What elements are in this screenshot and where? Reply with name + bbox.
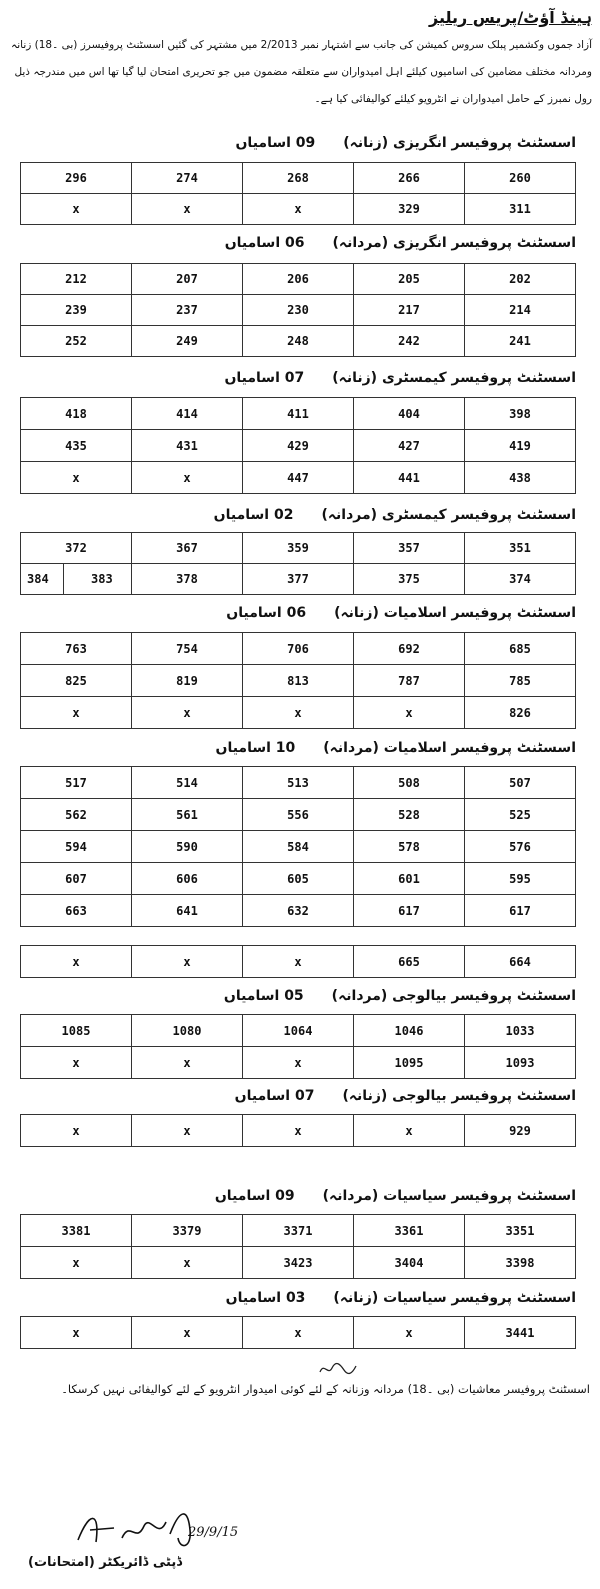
section-subject: اسسٹنٹ پروفیسر انگریزی (مردانہ) [332,235,576,251]
roll-number-extra: 384 [27,572,49,586]
roll-number-cell: 404 [354,398,465,430]
roll-number-cell: x [243,1047,354,1079]
section-subject: اسسٹنٹ پروفیسر اسلامیات (مردانہ) [323,740,576,756]
roll-number-cell: 605 [243,863,354,895]
results-table [20,397,576,494]
roll-number-cell: 706 [243,633,354,665]
vacancy-count: 03 اسامیاں [225,1290,306,1306]
table-row [21,1047,576,1079]
roll-number-cell: 3351 [465,1215,576,1247]
roll-number-cell: 606 [132,863,243,895]
roll-number-cell: 431 [132,430,243,462]
section-title [226,1290,576,1306]
table-row [21,799,576,831]
roll-number-cell: 260 [465,163,576,194]
table-row [21,863,576,895]
vacancy-count: 09 اسامیاں [235,135,316,151]
roll-number-cell: x [132,1317,243,1349]
vacancy-count: 10 اسامیاں [215,740,296,756]
roll-number-cell: x [243,1317,354,1349]
roll-number-cell: x [21,1047,132,1079]
page-title: ہینڈ آؤٹ/پریس ریلیز [429,8,592,27]
roll-number-cell: 212 [21,264,132,295]
results-table [20,945,576,978]
results-table [20,1214,576,1279]
table-row [21,697,576,729]
roll-number-cell: 398 [465,398,576,430]
roll-number-cell: 1095 [354,1047,465,1079]
results-table [20,532,576,595]
table-row [21,946,576,978]
roll-number-cell: 594 [21,831,132,863]
roll-number-cell: 813 [243,665,354,697]
roll-number-cell: 617 [465,895,576,927]
roll-number-cell: 249 [132,326,243,357]
roll-number-cell: 418 [21,398,132,430]
vacancy-count: 07 اسامیاں [234,1088,315,1104]
table-row [21,1317,576,1349]
initials-mark [318,1360,358,1378]
roll-number-cell: 590 [132,831,243,863]
roll-number-cell: x [21,1115,132,1147]
roll-number-cell: 274 [132,163,243,194]
vacancy-count: 09 اسامیاں [214,1188,295,1204]
signature [70,1500,280,1555]
roll-number-cell: x [354,697,465,729]
roll-number-cell: 411 [243,398,354,430]
roll-number-cell: 595 [465,863,576,895]
roll-number-cell: 929 [465,1115,576,1147]
roll-number-cell: 357 [354,533,465,564]
table-row [21,430,576,462]
section-title [224,988,576,1004]
table-row [21,564,576,595]
economics-note: اسسٹنٹ پروفیسر معاشیات (بی ۔18) مردانہ وزنانہ کے لئے کوئی امیدوار انٹرویو کے لئے کوالیفائی نہیں کرسکا۔ [61,1382,590,1396]
table-row [21,633,576,665]
roll-number-cell: 1064 [243,1015,354,1047]
roll-number-cell: 1085 [21,1015,132,1047]
roll-number-cell: 663 [21,895,132,927]
roll-number-cell: 205 [354,264,465,295]
roll-number-cell: x [132,462,243,494]
roll-number-cell: x [243,1115,354,1147]
table-row [21,1215,576,1247]
table-row [21,295,576,326]
section-title [235,135,576,151]
section-title [226,605,576,621]
roll-number-cell: 826 [465,697,576,729]
table-row [21,767,576,799]
roll-number-cell: 632 [243,895,354,927]
section-subject: اسسٹنٹ پروفیسر کیمسٹری (زنانہ) [332,370,576,386]
roll-number-cell: 819 [132,665,243,697]
roll-number-cell: 1093 [465,1047,576,1079]
roll-number-cell: 562 [21,799,132,831]
roll-number-cell: 507 [465,767,576,799]
roll-number-cell: x [132,1115,243,1147]
roll-number-cell: x [21,697,132,729]
roll-number-cell: 375 [354,564,465,595]
roll-number-cell: 1080 [132,1015,243,1047]
roll-number-cell: 239 [21,295,132,326]
section-subject: اسسٹنٹ پروفیسر بیالوجی (مردانہ) [331,988,576,1004]
vacancy-count: 05 اسامیاں [223,988,304,1004]
section-subject: اسسٹنٹ پروفیسر سیاسیات (مردانہ) [322,1188,576,1204]
roll-number-cell: 214 [465,295,576,326]
table-row [21,1115,576,1147]
roll-number-cell: 1033 [465,1015,576,1047]
roll-number-cell: 3371 [243,1215,354,1247]
roll-number-cell: 427 [354,430,465,462]
roll-number-cell: x [132,1047,243,1079]
roll-number-cell: 3441 [465,1317,576,1349]
roll-number-cell: 351 [465,533,576,564]
roll-number-cell: 3404 [354,1247,465,1279]
table-row [21,163,576,194]
roll-number-cell: x [243,194,354,225]
table-row [21,1015,576,1047]
section-title [225,235,576,251]
roll-number-cell: 556 [243,799,354,831]
section-subject: اسسٹنٹ پروفیسر اسلامیات (زنانہ) [334,605,576,621]
roll-number-cell: x [21,1247,132,1279]
roll-number-cell: x [132,194,243,225]
roll-number-cell: 525 [465,799,576,831]
roll-number-cell: x [21,194,132,225]
roll-number-cell: 311 [465,194,576,225]
roll-number-cell: 664 [465,946,576,978]
roll-number-cell: 241 [465,326,576,357]
roll-number-cell: 3361 [354,1215,465,1247]
roll-number-cell: x [21,946,132,978]
section-title [235,1088,576,1104]
roll-number-cell: 1046 [354,1015,465,1047]
roll-number-cell: x [243,946,354,978]
roll-number-cell: 508 [354,767,465,799]
roll-number-cell: x [132,946,243,978]
roll-number-cell: 617 [354,895,465,927]
roll-number-cell: 665 [354,946,465,978]
table-row [21,264,576,295]
roll-number-cell: 377 [243,564,354,595]
roll-number-cell: 206 [243,264,354,295]
results-table [20,162,576,225]
roll-number-cell: 419 [465,430,576,462]
roll-number-cell: 252 [21,326,132,357]
table-row [21,194,576,225]
section-title [214,507,576,523]
roll-number-cell: 825 [21,665,132,697]
roll-number-cell: 435 [21,430,132,462]
roll-number-cell: 787 [354,665,465,697]
roll-number-cell: 607 [21,863,132,895]
section-subject: اسسٹنٹ پروفیسر انگریزی (زنانہ) [343,135,576,151]
results-table [20,766,576,927]
roll-number-cell: 237 [132,295,243,326]
section-subject: اسسٹنٹ پروفیسر بیالوجی (زنانہ) [342,1088,576,1104]
table-row [21,1247,576,1279]
roll-number-cell: 3381 [21,1215,132,1247]
roll-number-cell [21,564,132,595]
roll-number-cell: 378 [132,564,243,595]
section-title [216,740,577,756]
roll-number-cell: 248 [243,326,354,357]
table-row [21,665,576,697]
vacancy-count: 06 اسامیاں [226,605,307,621]
roll-number-cell: x [21,462,132,494]
table-row [21,462,576,494]
roll-number-cell: 692 [354,633,465,665]
results-table [20,632,576,729]
roll-number-cell: x [21,1317,132,1349]
roll-number-cell: 441 [354,462,465,494]
roll-number-cell: 372 [21,533,132,564]
vacancy-count: 06 اسامیاں [224,235,305,251]
results-table [20,1014,576,1079]
roll-number-cell: x [354,1317,465,1349]
roll-number-cell: 268 [243,163,354,194]
table-row [21,326,576,357]
roll-number-cell: 383 [91,572,113,586]
roll-number-cell: 3423 [243,1247,354,1279]
intro-paragraph: آزاد جموں وکشمیر پبلک سروس کمیشن کی جانب سے اشتہار نمبر 2/2013 میں مشتہر کی گئیں اسسٹنٹ پروفیسرز (بی ۔18) زنانہ ومردانہ مختلف مضامین کی اسامیوں کیلئے اہل امیدواران سے متعلقہ مضمون میں جو تحریری امتحان لیا گیا تھا اس میں مندرجہ ذیل رول نمبرز کے حامل امیدواران نے انٹرویو کیلئے کوالیفائی کیا ہے۔ [11,39,592,105]
roll-number-cell: 207 [132,264,243,295]
vacancy-count: 07 اسامیاں [224,370,305,386]
roll-number-cell: 217 [354,295,465,326]
roll-number-cell: 514 [132,767,243,799]
roll-number-cell: 528 [354,799,465,831]
section-title [224,370,576,386]
roll-number-cell: 576 [465,831,576,863]
roll-number-cell: 242 [354,326,465,357]
roll-number-cell: 266 [354,163,465,194]
roll-number-cell: 601 [354,863,465,895]
roll-number-cell: 754 [132,633,243,665]
signer-designation: ڈپٹی ڈائریکٹر (امتحانات) [28,1555,183,1570]
table-row [21,831,576,863]
roll-number-cell: 447 [243,462,354,494]
roll-number-cell: 641 [132,895,243,927]
roll-number-cell: 561 [132,799,243,831]
roll-number-cell: 517 [21,767,132,799]
section-subject: اسسٹنٹ پروفیسر کیمسٹری (مردانہ) [321,507,576,523]
roll-number-cell: 438 [465,462,576,494]
results-table [20,1316,576,1349]
roll-number-cell: 513 [243,767,354,799]
roll-number-cell: x [354,1115,465,1147]
roll-number-cell: 785 [465,665,576,697]
section-title [215,1188,576,1204]
table-row [21,533,576,564]
table-row [21,398,576,430]
roll-number-cell: 685 [465,633,576,665]
roll-number-cell: 3379 [132,1215,243,1247]
roll-number-cell: x [243,697,354,729]
roll-number-cell: 584 [243,831,354,863]
roll-number-cell: 329 [354,194,465,225]
roll-number-cell: 414 [132,398,243,430]
roll-number-cell: 367 [132,533,243,564]
roll-number-cell: 374 [465,564,576,595]
roll-number-cell: 230 [243,295,354,326]
cell-divider [63,564,64,594]
roll-number-cell: 296 [21,163,132,194]
roll-number-cell: 3398 [465,1247,576,1279]
results-table [20,263,576,357]
results-table [20,1114,576,1147]
roll-number-cell: 202 [465,264,576,295]
roll-number-cell: 429 [243,430,354,462]
vacancy-count: 02 اسامیاں [213,507,294,523]
roll-number-cell: 359 [243,533,354,564]
roll-number-cell: x [132,1247,243,1279]
roll-number-cell: x [132,697,243,729]
signature-date: 29/9/15 [188,1525,239,1540]
roll-number-cell: 578 [354,831,465,863]
roll-number-cell: 763 [21,633,132,665]
table-row [21,895,576,927]
section-subject: اسسٹنٹ پروفیسر سیاسیات (زنانہ) [333,1290,576,1306]
